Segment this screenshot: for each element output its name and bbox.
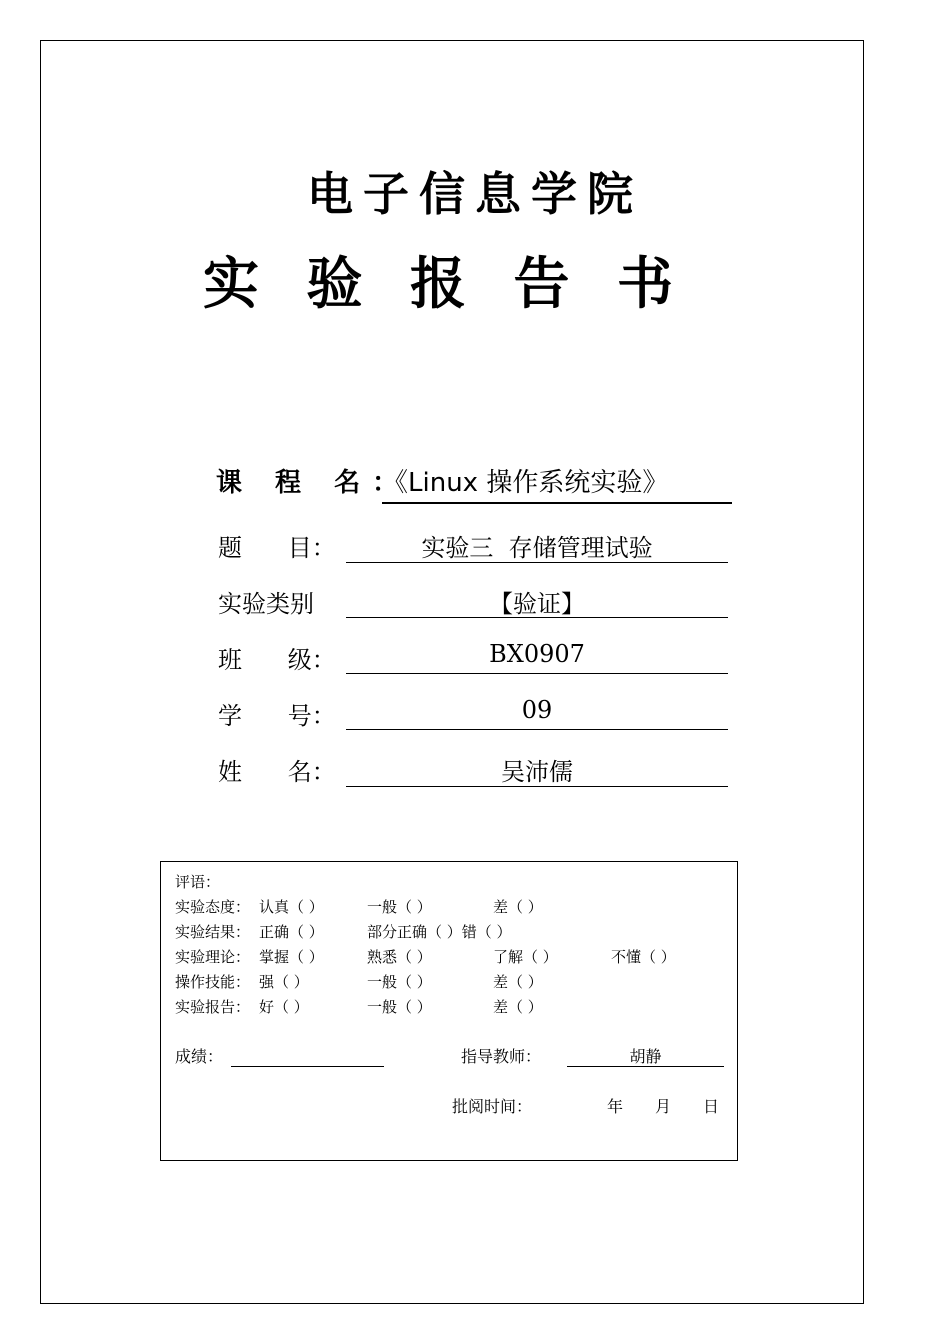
theory-opt-3: 了解（ ） [493, 948, 558, 966]
attitude-opt-2: 一般（ ） [367, 898, 432, 916]
evaluation-box [160, 861, 738, 1161]
result-opt-2: 部分正确（ ）错（ ） [367, 923, 512, 941]
student-id-underline [346, 729, 728, 730]
review-year: 年 [607, 1097, 624, 1116]
review-month: 月 [655, 1097, 672, 1116]
category-label: 实验类别 [218, 590, 314, 618]
grade-label: 成绩： [175, 1047, 224, 1066]
class-label: 班 级： [218, 646, 336, 674]
class-value: BX0907 [489, 640, 585, 668]
attitude-label: 实验态度： [175, 898, 251, 916]
course-label: 课 程 名： [216, 468, 411, 498]
topic-value: 实验三 存储管理试验 [421, 534, 653, 562]
student-id-value: 09 [521, 696, 553, 724]
class-underline [346, 673, 728, 674]
category-value: 【验证】 [489, 590, 585, 618]
review-time-label: 批阅时间： [452, 1097, 533, 1116]
name-label: 姓 名： [218, 758, 336, 786]
theory-opt-4: 不懂（ ） [611, 948, 676, 966]
category-underline [346, 617, 728, 618]
evaluation-title: 评语： [175, 873, 221, 891]
skill-label: 操作技能： [175, 973, 251, 991]
college-title: 电子信息学院 [307, 167, 643, 221]
attitude-opt-3: 差（ ） [493, 898, 543, 916]
skill-opt-3: 差（ ） [493, 973, 543, 991]
result-opt-1: 正确（ ） [259, 923, 324, 941]
teacher-label: 指导教师： [461, 1047, 542, 1066]
teacher-name: 胡静 [629, 1047, 662, 1066]
topic-label: 题 目： [218, 534, 336, 562]
report-opt-1: 好（ ） [259, 998, 309, 1016]
skill-opt-2: 一般（ ） [367, 973, 432, 991]
theory-opt-1: 掌握（ ） [259, 948, 324, 966]
course-value: 《Linux 操作系统实验》 [382, 468, 669, 498]
report-opt-3: 差（ ） [493, 998, 543, 1016]
skill-opt-1: 强（ ） [259, 973, 309, 991]
report-title: 实 验 报 告 书 [203, 251, 687, 317]
result-label: 实验结果： [175, 923, 251, 941]
theory-label: 实验理论： [175, 948, 251, 966]
name-value: 吴沛儒 [501, 758, 573, 786]
theory-opt-2: 熟悉（ ） [367, 948, 432, 966]
grade-field [231, 1066, 384, 1067]
name-underline [346, 786, 728, 787]
report-label: 实验报告： [175, 998, 251, 1016]
attitude-opt-1: 认真（ ） [259, 898, 324, 916]
student-id-label: 学 号： [218, 702, 336, 730]
topic-underline [346, 562, 728, 563]
teacher-underline [567, 1066, 724, 1067]
review-day: 日 [703, 1097, 720, 1116]
report-opt-2: 一般（ ） [367, 998, 432, 1016]
course-underline [382, 502, 732, 504]
